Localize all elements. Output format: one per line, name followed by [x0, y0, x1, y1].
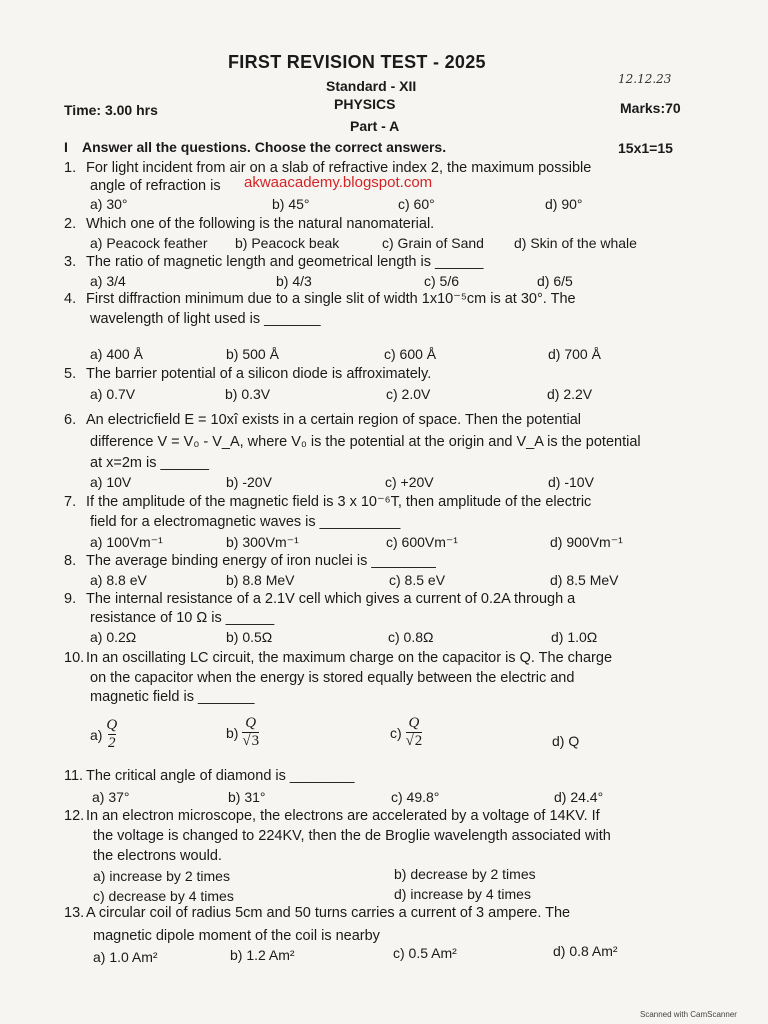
q1-option-b: b) 45°: [272, 196, 310, 212]
scanner-footer: Scanned with CamScanner: [640, 1010, 737, 1019]
q9-option-b: b) 0.5Ω: [226, 629, 273, 645]
question-1-line-2: angle of refraction is: [90, 178, 221, 194]
question-9: 9. The internal resistance of a 2.1V cell which gives a current of 0.2A through a: [64, 591, 576, 607]
question-1: 1. For light incident from air on a slab of refractive index 2, the maximum possible: [64, 160, 592, 176]
q6-option-a: a) 10V: [90, 474, 132, 490]
q9-option-d: d) 1.0Ω: [551, 629, 598, 645]
q11-option-a: a) 37°: [92, 789, 130, 805]
q1-option-d: d) 90°: [545, 196, 583, 212]
q6-option-d: d) -10V: [548, 474, 594, 490]
subject-label: PHYSICS: [334, 96, 396, 112]
q2-option-d: d) Skin of the whale: [514, 235, 637, 251]
q5-option-d: d) 2.2V: [547, 386, 593, 402]
q3-option-d: d) 6/5: [537, 273, 573, 289]
question-11: 11. The critical angle of diamond is ________: [64, 768, 355, 784]
q1-option-a: a) 30°: [90, 196, 128, 212]
section-number: I: [64, 139, 68, 155]
question-7: 7. If the amplitude of the magnetic field is 3 x 10⁻⁶T, then amplitude of the electric: [64, 494, 592, 510]
q7-option-c: c) 600Vm⁻¹: [386, 534, 458, 550]
handwritten-date: 12.12.23: [618, 72, 672, 86]
q2-option-c: c) Grain of Sand: [382, 235, 484, 251]
q10-option-a: a) $\frac{Q}{2}$: [90, 717, 118, 751]
question-12: 12. In an electron microscope, the electrons are accelerated by a voltage of 14KV. If: [64, 808, 600, 824]
question-10-line-3: magnetic field is _______: [90, 689, 255, 705]
section-instruction: Answer all the questions. Choose the correct answers.: [82, 139, 447, 155]
question-10: 10. In an oscillating LC circuit, the maximum charge on the capacitor is Q. The charge: [64, 650, 613, 666]
q9-option-a: a) 0.2Ω: [90, 629, 137, 645]
q10-option-d: d) Q: [552, 733, 580, 749]
q5-option-b: b) 0.3V: [225, 386, 271, 402]
q9-option-c: c) 0.8Ω: [388, 629, 434, 645]
q13-option-b: b) 1.2 Am²: [230, 947, 295, 963]
q8-option-b: b) 8.8 MeV: [226, 572, 295, 588]
q4-option-c: c) 600 Å: [384, 346, 437, 362]
q11-option-b: b) 31°: [228, 789, 266, 805]
question-4-line-2: wavelength of light used is _______: [90, 311, 321, 327]
question-12-line-3: the electrons would.: [93, 848, 222, 864]
question-13-line-2: magnetic dipole moment of the coil is nearby: [93, 928, 380, 944]
question-6-line-2: difference V = V₀ - V_A, where V₀ is the potential at the origin and V_A is the potential: [90, 434, 641, 450]
part-label: Part - A: [350, 118, 400, 134]
q12-option-a: a) increase by 2 times: [93, 868, 230, 884]
standard-label: Standard - XII: [326, 78, 417, 94]
q10-option-b: b) $\frac{Q}{√3}$: [226, 715, 260, 749]
question-6-line-3: at x=2m is ______: [90, 455, 209, 471]
q8-option-c: c) 8.5 eV: [389, 572, 446, 588]
q5-option-a: a) 0.7V: [90, 386, 136, 402]
question-5: 5. The barrier potential of a silicon diode is affroximately.: [64, 366, 432, 382]
watermark-url: akwaacademy.blogspot.com: [244, 174, 433, 191]
q3-option-b: b) 4/3: [276, 273, 312, 289]
question-8: 8. The average binding energy of iron nuclei is ________: [64, 553, 436, 569]
question-10-line-2: on the capacitor when the energy is stored equally between the electric and: [90, 670, 575, 686]
q4-option-a: a) 400 Å: [90, 346, 143, 362]
marks-label: Marks:70: [620, 100, 681, 116]
q2-option-a: a) Peacock feather: [90, 235, 208, 251]
q7-option-b: b) 300Vm⁻¹: [226, 534, 299, 550]
q7-option-a: a) 100Vm⁻¹: [90, 534, 163, 550]
q5-option-c: c) 2.0V: [386, 386, 431, 402]
question-2: 2. Which one of the following is the natural nanomaterial.: [64, 216, 435, 232]
q10-option-c: c) $\frac{Q}{√2}$: [390, 715, 423, 749]
q8-option-d: d) 8.5 MeV: [550, 572, 619, 588]
q4-option-b: b) 500 Å: [226, 346, 279, 362]
q2-option-b: b) Peacock beak: [235, 235, 340, 251]
question-4: 4. First diffraction minimum due to a single slit of width 1x10⁻⁵cm is at 30°. The: [64, 291, 576, 307]
q3-option-c: c) 5/6: [424, 273, 460, 289]
q12-option-c: c) decrease by 4 times: [93, 888, 234, 904]
q4-option-d: d) 700 Å: [548, 346, 601, 362]
q8-option-a: a) 8.8 eV: [90, 572, 147, 588]
q7-option-d: d) 900Vm⁻¹: [550, 534, 623, 550]
q3-option-a: a) 3/4: [90, 273, 126, 289]
question-9-line-2: resistance of 10 Ω is ______: [90, 610, 275, 626]
exam-title: FIRST REVISION TEST - 2025: [228, 52, 486, 72]
q13-option-d: d) 0.8 Am²: [553, 943, 618, 959]
q6-option-c: c) +20V: [385, 474, 434, 490]
question-13: 13. A circular coil of radius 5cm and 50 turns carries a current of 3 ampere. The: [64, 905, 571, 921]
q13-option-c: c) 0.5 Am²: [393, 945, 457, 961]
q1-option-c: c) 60°: [398, 196, 435, 212]
question-6: 6. An electricfield E = 10xî exists in a certain region of space. Then the potential: [64, 412, 582, 428]
question-3: 3. The ratio of magnetic length and geometrical length is ______: [64, 254, 484, 270]
q12-option-b: b) decrease by 2 times: [394, 866, 536, 882]
time-label: Time: 3.00 hrs: [64, 102, 158, 118]
question-12-line-2: the voltage is changed to 224KV, then the de Broglie wavelength associated with: [93, 828, 611, 844]
section-score: 15x1=15: [618, 140, 673, 156]
q11-option-c: c) 49.8°: [391, 789, 440, 805]
question-7-line-2: field for a electromagnetic waves is __________: [90, 514, 401, 530]
q13-option-a: a) 1.0 Am²: [93, 949, 158, 965]
q12-option-d: d) increase by 4 times: [394, 886, 531, 902]
q11-option-d: d) 24.4°: [554, 789, 604, 805]
q6-option-b: b) -20V: [226, 474, 272, 490]
